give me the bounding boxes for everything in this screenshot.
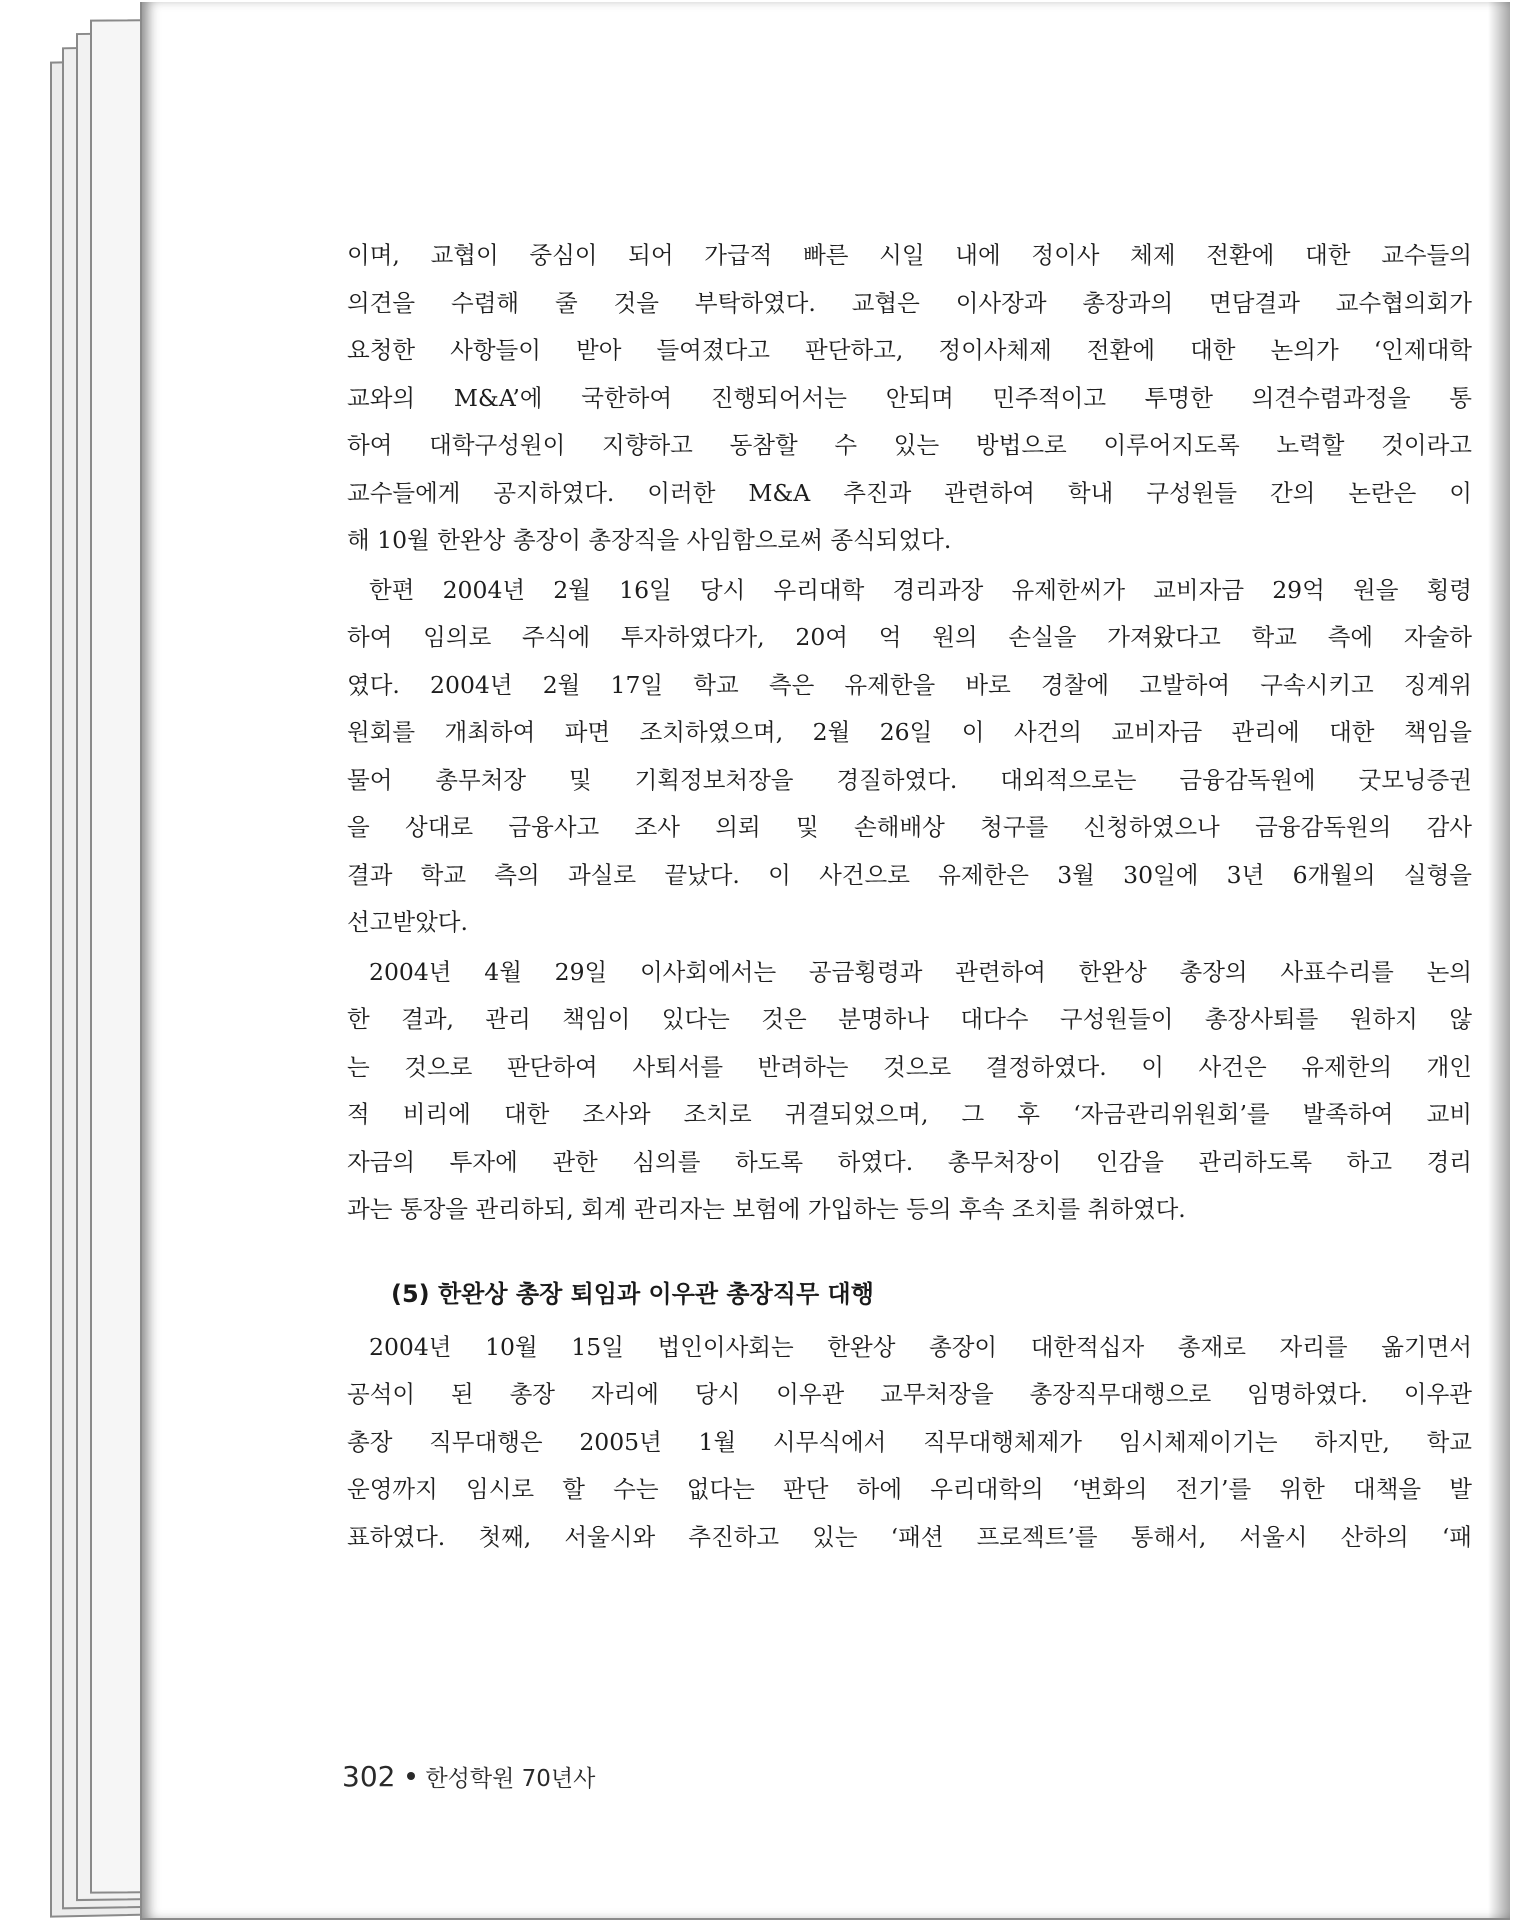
text-line: 요청한 사항들이 받아 들여졌다고 판단하고, 정이사체제 전환에 대한 논의가 ‘인제대학 — [347, 336, 1472, 364]
text-line: 공석이 된 총장 자리에 당시 이우관 교무처장을 총장직무대행으로 임명하였다. 이우관 — [347, 1380, 1472, 1408]
text-line: 적 비리에 대한 조사와 조치로 귀결되었으며, 그 후 ‘자금관리위원회’를 발족하여 교비 — [347, 1100, 1472, 1128]
text-line: 결과 학교 측의 과실로 끝났다. 이 사건으로 유제한은 3월 30일에 3년 6개월의 실형을 — [347, 860, 1472, 889]
text-line: 하여 임의로 주식에 투자하였다가, 20여 억 원의 손실을 가져왔다고 학교 측에 자술하 — [347, 623, 1472, 651]
text-line: 을 상대로 금융사고 조사 의뢰 및 손해배상 청구를 신청하였으나 금융감독원의 감사 — [347, 813, 1472, 841]
text-line: 교와의 M&A’에 국한하여 진행되어서는 안되며 민주적이고 투명한 의견수렴과정을 통 — [347, 383, 1472, 412]
text-line: 운영까지 임시로 할 수는 없다는 판단 하에 우리대학의 ‘변화의 전기’를 위한 대책을 발 — [347, 1475, 1472, 1503]
book-title: 한성학원 70년사 — [425, 1766, 596, 1792]
paragraph-1 — [347, 232, 1472, 565]
section-heading: (5) 한완상 총장 퇴임과 이우관 총장직무 대행 — [391, 1279, 874, 1308]
paragraph-4 — [347, 1324, 1472, 1562]
text-line: 교수들에게 공지하였다. 이러한 M&A 추진과 관련하여 학내 구성원들 간의 논란은 이 — [347, 478, 1472, 507]
text-line: 과는 통장을 관리하되, 회계 관리자는 보험에 가입하는 등의 후속 조치를 취하였다. — [347, 1195, 1186, 1223]
text-line: 자금의 투자에 관한 심의를 하도록 하였다. 총무처장이 인감을 관리하도록 하고 경리 — [347, 1147, 1472, 1176]
bullet-separator-icon — [407, 1772, 415, 1780]
page-body — [347, 232, 1472, 1561]
text-line: 선고받았다. — [347, 908, 468, 936]
text-line: 는 것으로 판단하여 사퇴서를 반려하는 것으로 결정하였다. 이 사건은 유제한의 개인 — [347, 1052, 1472, 1081]
text-line: 물어 총무처장 및 기획정보처장을 경질하였다. 대외적으로는 금융감독원에 굿모닝증권 — [347, 765, 1472, 794]
text-line: 총장 직무대행은 2005년 1월 시무식에서 직무대행체제가 임시체제이기는 하지만, 학교 — [347, 1427, 1472, 1456]
paragraph-2 — [347, 567, 1472, 947]
text-line: 였다. 2004년 2월 17일 학교 측은 유제한을 바로 경찰에 고발하여 구속시키고 징계위 — [347, 670, 1472, 699]
page-number: 302 — [342, 1760, 396, 1793]
paragraph-3 — [347, 949, 1472, 1234]
text-line: 하여 대학구성원이 지향하고 동참할 수 있는 방법으로 이루어지도록 노력할 것이라고 — [347, 431, 1472, 459]
text-line: 해 10월 한완상 총장이 총장직을 사임함으로써 종식되었다. — [347, 526, 952, 554]
page-footer — [342, 1760, 595, 1793]
text-line: 2004년 4월 29일 이사회에서는 공금횡령과 관련하여 한완상 총장의 사표수리를 논의 — [369, 957, 1472, 986]
text-line: 한편 2004년 2월 16일 당시 우리대학 경리과장 유제한씨가 교비자금 29억 원을 횡령 — [369, 575, 1472, 604]
text-line: 이며, 교협이 중심이 되어 가급적 빠른 시일 내에 정이사 체제 전환에 대한 교수들의 — [347, 241, 1472, 269]
text-line: 한 결과, 관리 책임이 있다는 것은 분명하나 대다수 구성원들이 총장사퇴를 원하지 않 — [347, 1005, 1472, 1033]
text-line: 의견을 수렴해 줄 것을 부탁하였다. 교협은 이사장과 총장과의 면담결과 교수협의회가 — [347, 288, 1472, 317]
text-line: 원회를 개최하여 파면 조치하였으며, 2월 26일 이 사건의 교비자금 관리에 대한 책임을 — [347, 718, 1472, 746]
text-line: 표하였다. 첫째, 서울시와 추진하고 있는 ‘패션 프로젝트’를 통해서, 서울시 산하의 ‘패 — [347, 1522, 1472, 1551]
page-sheet — [140, 2, 1510, 1920]
text-line: 2004년 10월 15일 법인이사회는 한완상 총장이 대한적십자 총재로 자리를 옮기면서 — [369, 1332, 1472, 1361]
